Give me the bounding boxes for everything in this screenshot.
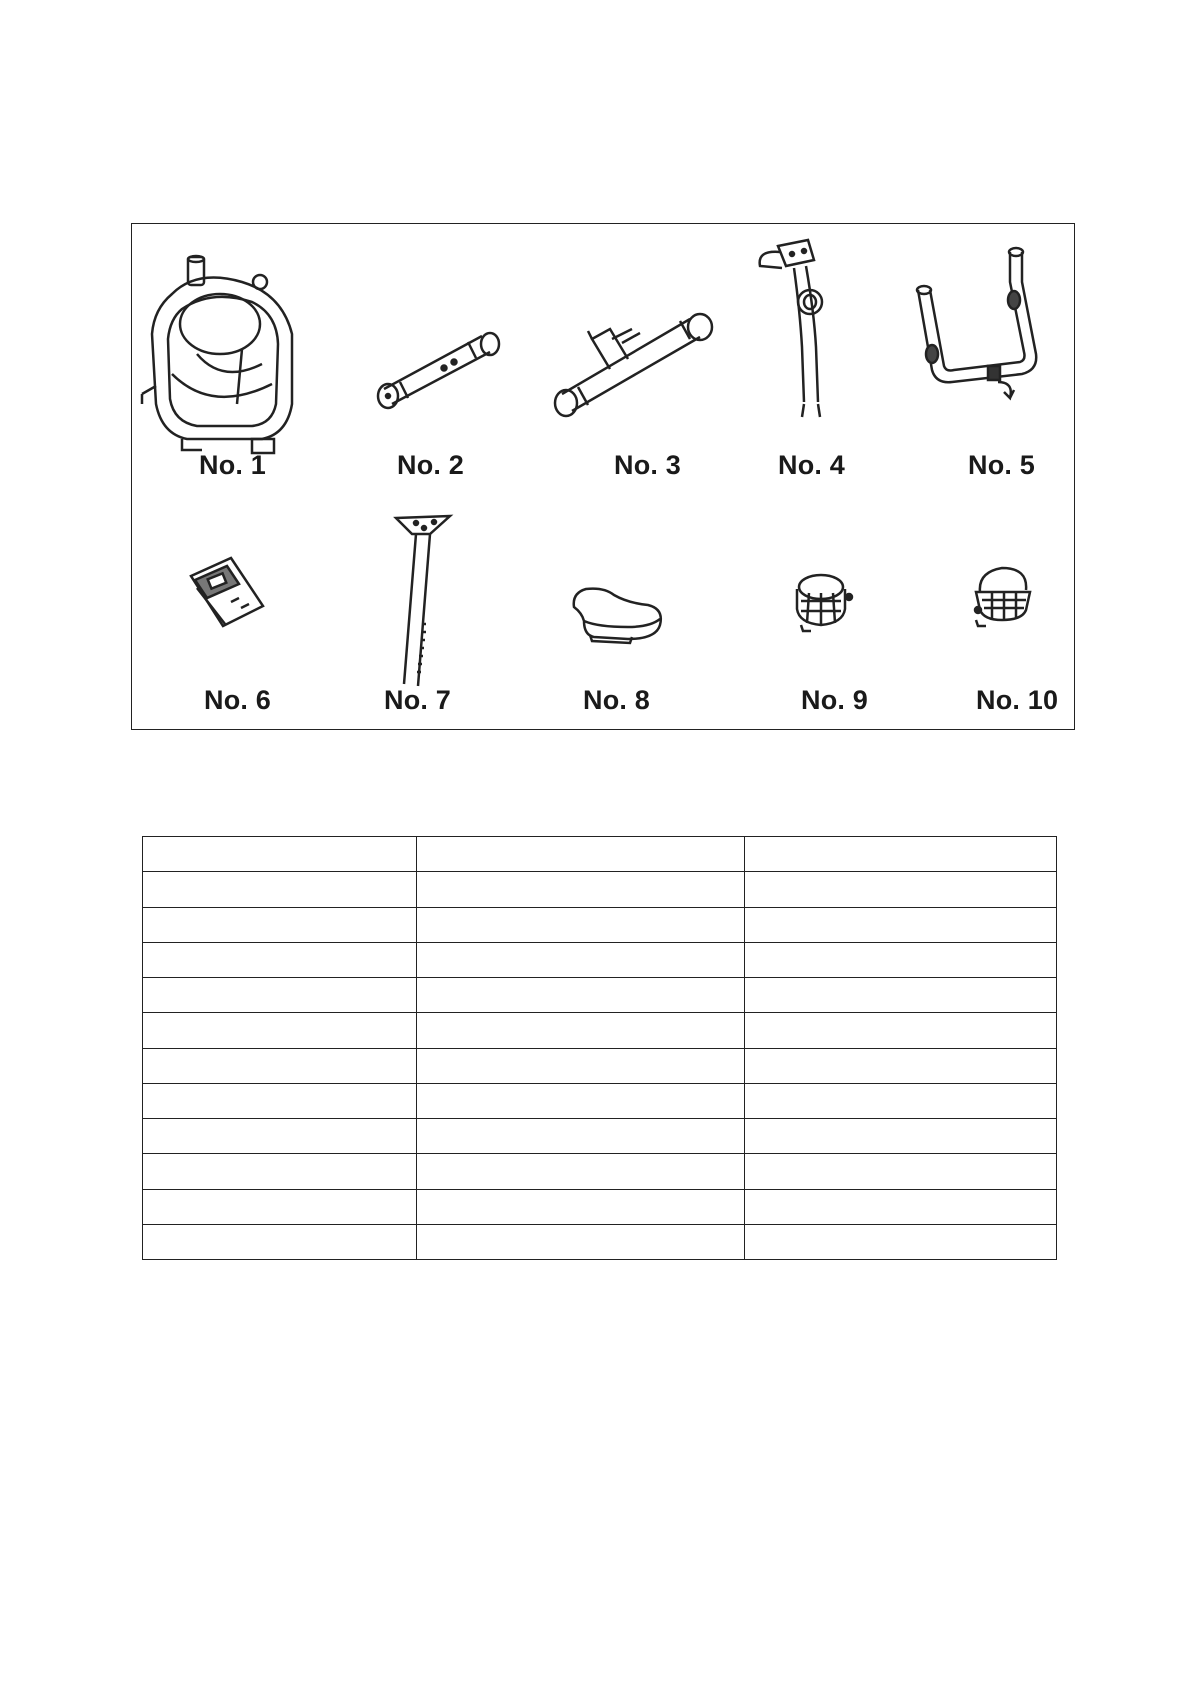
table-cell [417, 1119, 745, 1154]
rear-stabilizer-tube-icon [372, 324, 512, 414]
table-cell [143, 1048, 417, 1083]
part-label: No. 9 [801, 685, 869, 715]
table-row [143, 978, 1057, 1013]
part-label: No. 5 [968, 450, 1036, 480]
table-cell [143, 1154, 417, 1189]
table-row [143, 1119, 1057, 1154]
table-cell [417, 1013, 745, 1048]
front-stabilizer-tube-icon [550, 299, 730, 419]
table-cell [417, 1189, 745, 1224]
parts-panel [131, 223, 1075, 730]
table-row [143, 1013, 1057, 1048]
table-row [143, 837, 1057, 872]
table-cell [417, 837, 745, 872]
table-row [143, 872, 1057, 907]
table-cell [143, 978, 417, 1013]
table-cell [143, 1013, 417, 1048]
parts-list-table [142, 836, 1057, 1260]
computer-console-icon [187, 554, 277, 634]
table-row [143, 1224, 1057, 1259]
table-cell [745, 872, 1057, 907]
part-label: No. 6 [204, 685, 272, 715]
table-cell [143, 1083, 417, 1118]
table-cell [745, 1154, 1057, 1189]
table-cell [745, 907, 1057, 942]
table-cell [143, 1224, 417, 1259]
part-label: No. 8 [583, 685, 651, 715]
table-cell [745, 1119, 1057, 1154]
table-row [143, 1083, 1057, 1118]
table-cell [745, 1048, 1057, 1083]
table-cell [417, 1083, 745, 1118]
table-cell [417, 1048, 745, 1083]
handlebar-icon [910, 242, 1060, 412]
table-cell [143, 837, 417, 872]
table-cell [143, 1189, 417, 1224]
table-cell [745, 978, 1057, 1013]
table-row [143, 1154, 1057, 1189]
seat-icon [568, 579, 668, 649]
table-cell [417, 942, 745, 977]
table-cell [745, 1189, 1057, 1224]
left-pedal-icon [789, 567, 859, 637]
part-label: No. 7 [384, 685, 452, 715]
table-cell [417, 978, 745, 1013]
table-cell [143, 872, 417, 907]
table-row [143, 942, 1057, 977]
part-label: No. 1 [199, 450, 267, 480]
table-cell [417, 1224, 745, 1259]
table-cell [143, 942, 417, 977]
table-cell [745, 1083, 1057, 1118]
handlebar-post-icon [752, 232, 842, 422]
part-label: No. 10 [976, 685, 1059, 715]
table-cell [745, 837, 1057, 872]
table-cell [745, 1013, 1057, 1048]
part-label: No. 2 [397, 450, 465, 480]
table-cell [417, 1154, 745, 1189]
table-row [143, 907, 1057, 942]
table-cell [745, 942, 1057, 977]
right-pedal-icon [972, 562, 1042, 632]
table-row [143, 1048, 1057, 1083]
table-row [143, 1189, 1057, 1224]
table-cell [745, 1224, 1057, 1259]
seat-post-icon [394, 514, 464, 694]
table-cell [417, 907, 745, 942]
part-label: No. 4 [778, 450, 846, 480]
table-cell [143, 907, 417, 942]
table-cell [143, 1119, 417, 1154]
table-cell [417, 872, 745, 907]
part-label: No. 3 [614, 450, 682, 480]
